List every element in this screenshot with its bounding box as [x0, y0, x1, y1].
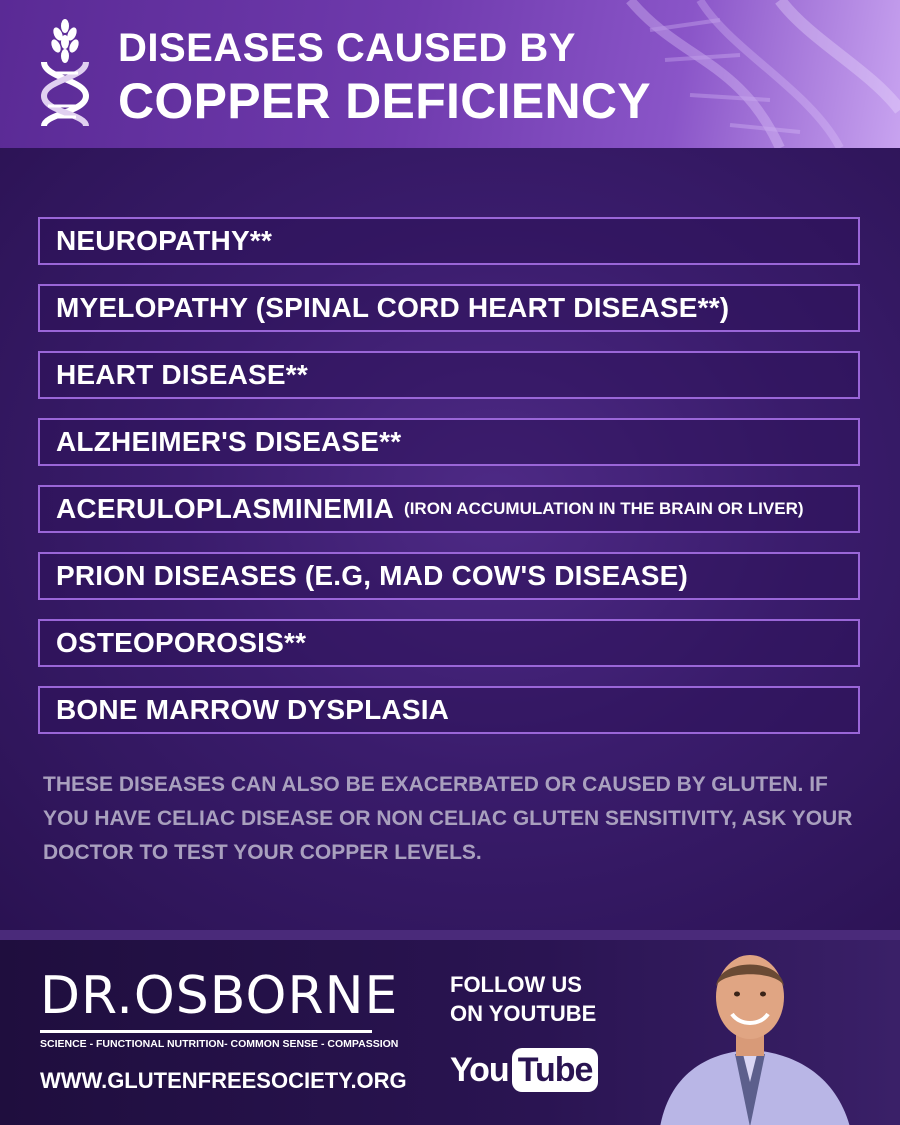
brand-underline [40, 1030, 372, 1033]
title-line-1: DISEASES CAUSED BY [118, 26, 576, 70]
doctor-portrait-icon [640, 942, 860, 1125]
brand-name: DR.OSBORNE [40, 966, 399, 1026]
disease-label: MYELOPATHY (SPINAL CORD HEART DISEASE**) [56, 292, 730, 323]
follow-line-2: ON YOUTUBE [450, 1001, 597, 1026]
disease-label: ACERULOPLASMINEMIA [56, 493, 395, 524]
disease-label: NEUROPATHY** [56, 225, 273, 256]
wheat-dna-logo-icon [34, 18, 96, 128]
title-line-2: COPPER DEFICIENCY [118, 73, 651, 129]
brand-tagline: SCIENCE - FUNCTIONAL NUTRITION- COMMON SENSE - COMPASSION [40, 1038, 399, 1050]
youtube-tube-badge: Tube [512, 1048, 599, 1092]
disease-item-bone-marrow-dysplasia [38, 686, 860, 734]
footer-banner [0, 940, 900, 1125]
youtube-you-text: You [450, 1050, 509, 1089]
youtube-logo-link[interactable] [450, 1048, 598, 1092]
disease-label: ALZHEIMER'S DISEASE** [56, 426, 402, 457]
disease-label: PRION DISEASES (E.G, MAD COW'S DISEASE) [56, 560, 689, 591]
footer-divider [0, 930, 900, 940]
disease-note: (IRON ACCUMULATION IN THE BRAIN OR LIVER) [404, 499, 804, 518]
disease-label: BONE MARROW DYSPLASIA [56, 694, 450, 725]
disease-item-prion-diseases [38, 552, 860, 600]
follow-line-1: FOLLOW US [450, 972, 582, 997]
disease-label: HEART DISEASE** [56, 359, 308, 390]
disease-item-heart-disease [38, 351, 860, 399]
follow-us-text [450, 970, 596, 1028]
website-link[interactable]: WWW.GLUTENFREESOCIETY.ORG [40, 1068, 407, 1093]
gluten-footnote: THESE DISEASES CAN ALSO BE EXACERBATED OR CAUSED BY GLUTEN. IF YOU HAVE CELIAC DISEASE OR NON CELIAC GLUTEN SENSITIVITY, ASK YOUR DOCTOR TO TEST YOUR COPPER LEVELS. [43, 773, 853, 864]
page-title [118, 26, 651, 129]
disease-item-alzheimers [38, 418, 860, 466]
disease-label: OSTEOPOROSIS** [56, 627, 307, 658]
disease-item-osteoporosis [38, 619, 860, 667]
disease-item-neuropathy [38, 217, 860, 265]
disease-item-myelopathy [38, 284, 860, 332]
header-banner [0, 0, 900, 148]
disease-item-aceruloplasminemia [38, 485, 860, 533]
